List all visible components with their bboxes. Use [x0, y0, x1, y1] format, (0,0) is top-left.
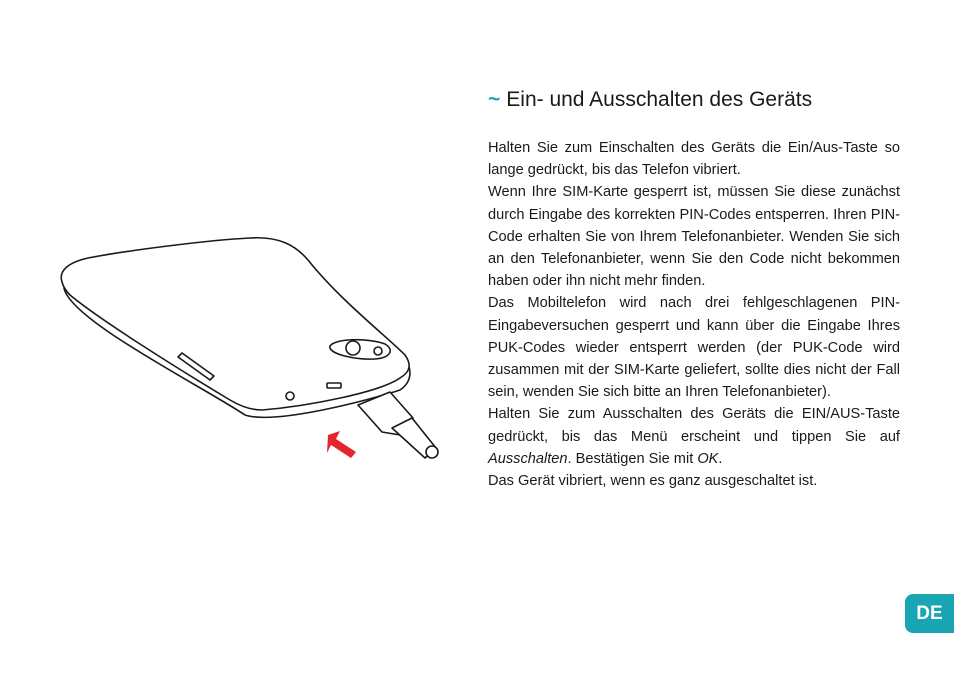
paragraph-closing: Das Gerät vibriert, wenn es ganz ausgeschaltet ist.	[488, 473, 818, 490]
power-off-text-after: .	[718, 450, 723, 467]
paragraph-power-on: Halten Sie zum Einschalten des Geräts die Ein/Aus-Taste so lange gedrückt, bis das Telefon vibriert.	[488, 140, 900, 179]
usb-port	[327, 383, 341, 388]
camera-lens	[346, 341, 360, 355]
mic-hole	[286, 392, 294, 400]
power-off-text-before: Halten Sie zum Ausschalten des Geräts die EIN/AUS-Taste gedrückt, bis das Menü erscheint und tippen Sie auf	[488, 406, 900, 445]
body-text	[488, 137, 900, 492]
paragraph-power-off	[488, 403, 900, 470]
paragraph-puk: Das Mobiltelefon wird nach drei fehlgeschlagenen PIN-Eingabeversuchen gesperrt und kann über die Eingabe Ihres PUK-Codes wieder entsperrt werden (der PUK-Code wird zusammen mit der SIM-Karte geliefert, sollte dies nicht der Fall sein, wenden Sie sich bitte an Ihren Telefonanbieter).	[488, 295, 900, 401]
power-off-option: Ausschalten	[488, 450, 568, 467]
title-text: Ein- und Ausschalten des Geräts	[506, 88, 813, 111]
power-off-text-middle: . Bestätigen Sie mit	[567, 450, 698, 467]
paragraph-sim-locked: Wenn Ihre SIM-Karte gesperrt ist, müssen Sie diese zunächst durch Eingabe des korrekten PIN-Codes entsperren. Ihren PIN-Code erhalten Sie von Ihrem Telefonanbieter. Wenden Sie sich an den Telefonanbieter, wenn Sie den Code nicht bekommen haben oder ihn nicht mehr finden.	[488, 184, 900, 290]
confirm-option: OK	[697, 450, 719, 467]
arrow-icon	[327, 431, 356, 458]
cable-end	[426, 446, 438, 458]
title-tilde: ~	[488, 88, 501, 111]
phone-back	[61, 238, 409, 410]
section-title	[488, 88, 812, 112]
language-badge: DE	[905, 594, 954, 633]
phone-charging-illustration	[40, 220, 460, 470]
camera-flash	[374, 347, 382, 355]
